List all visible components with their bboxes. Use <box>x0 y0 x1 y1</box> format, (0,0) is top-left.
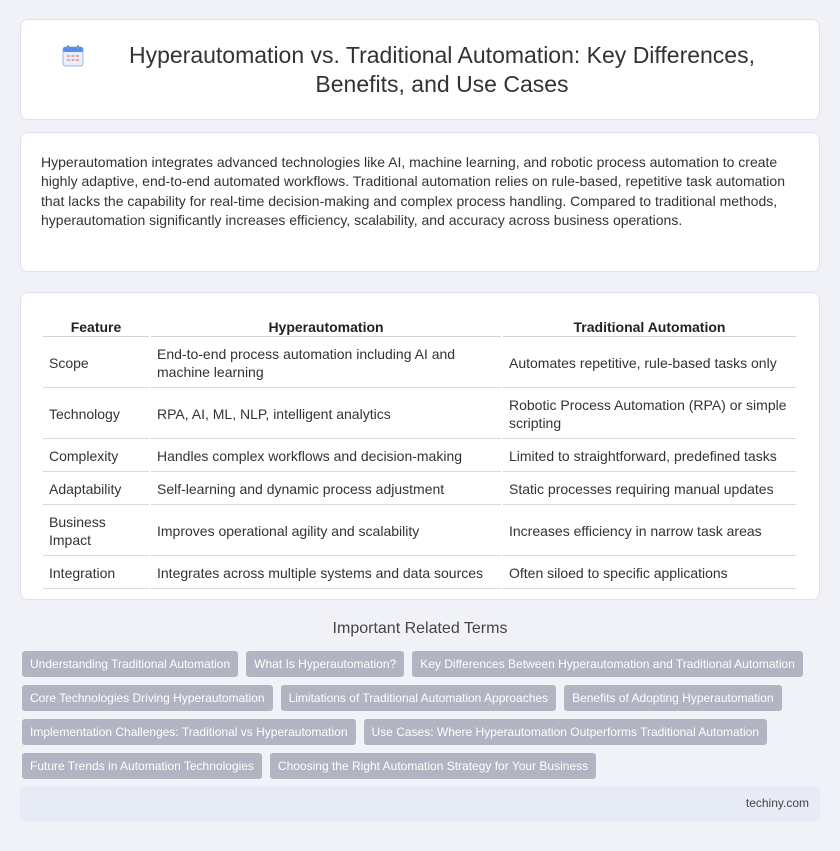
cell-traditional: Static processes requiring manual updates <box>503 474 796 505</box>
table-row <box>43 441 796 472</box>
related-term-link[interactable]: Understanding Traditional Automation <box>22 651 238 677</box>
cell-traditional: Often siloed to specific applications <box>503 558 796 589</box>
cell-feature: Technology <box>43 390 149 439</box>
cell-traditional: Automates repetitive, rule-based tasks only <box>503 339 796 388</box>
table-row <box>43 558 796 589</box>
cell-feature: Integration <box>43 558 149 589</box>
comparison-table-card <box>20 292 820 600</box>
cell-hyperautomation: Integrates across multiple systems and data sources <box>151 558 501 589</box>
intro-card <box>20 132 820 272</box>
cell-feature: Business Impact <box>43 507 149 556</box>
table-row <box>43 474 796 505</box>
footer-site-link[interactable]: techiny.com <box>745 796 809 810</box>
cell-traditional: Limited to straightforward, predefined tasks <box>503 441 796 472</box>
related-term-link[interactable]: Benefits of Adopting Hyperautomation <box>564 685 781 711</box>
cell-hyperautomation: End-to-end process automation including AI and machine learning <box>151 339 501 388</box>
cell-hyperautomation: Improves operational agility and scalability <box>151 507 501 556</box>
header-hyperautomation: Hyperautomation <box>151 315 501 337</box>
related-term-link[interactable]: Key Differences Between Hyperautomation and Traditional Automation <box>412 651 803 677</box>
title-card <box>20 19 820 120</box>
header-feature: Feature <box>43 315 149 337</box>
table-row <box>43 507 796 556</box>
cell-hyperautomation: RPA, AI, ML, NLP, intelligent analytics <box>151 390 501 439</box>
related-term-link[interactable]: Future Trends in Automation Technologies <box>22 753 262 779</box>
related-term-link[interactable]: Core Technologies Driving Hyperautomation <box>22 685 273 711</box>
related-terms-title: Important Related Terms <box>332 620 508 637</box>
cell-traditional: Increases efficiency in narrow task areas <box>503 507 796 556</box>
header-traditional-automation: Traditional Automation <box>503 315 796 337</box>
cell-hyperautomation: Self-learning and dynamic process adjustment <box>151 474 501 505</box>
page-title: Hyperautomation vs. Traditional Automation: Key Differences, Benefits, and Use Cases <box>128 41 755 97</box>
calendar-icon <box>61 44 85 68</box>
related-term-link[interactable]: What Is Hyperautomation? <box>246 651 404 677</box>
table-header-row <box>43 315 796 337</box>
related-term-link[interactable]: Implementation Challenges: Traditional vs Hyperautomation <box>22 719 356 745</box>
table-row <box>43 339 796 388</box>
related-term-link[interactable]: Use Cases: Where Hyperautomation Outperforms Traditional Automation <box>364 719 768 745</box>
comparison-table <box>41 313 798 591</box>
cell-feature: Scope <box>43 339 149 388</box>
related-term-link[interactable]: Limitations of Traditional Automation Approaches <box>281 685 557 711</box>
cell-feature: Adaptability <box>43 474 149 505</box>
related-term-link[interactable]: Choosing the Right Automation Strategy for Your Business <box>270 753 596 779</box>
footer <box>20 786 820 821</box>
cell-traditional: Robotic Process Automation (RPA) or simple scripting <box>503 390 796 439</box>
related-terms-list <box>22 651 812 787</box>
table-row <box>43 390 796 439</box>
intro-paragraph: Hyperautomation integrates advanced technologies like AI, machine learning, and robotic process automation to create highly adaptive, end-to-end automated workflows. Traditional automation relies on rule-based, repetitive task automation that lacks the capability for real-time decision-making and complex process handling. Compared to traditional methods, hyperautomation significantly increases efficiency, scalability, and accuracy across business operations. <box>41 154 785 229</box>
cell-feature: Complexity <box>43 441 149 472</box>
cell-hyperautomation: Handles complex workflows and decision-making <box>151 441 501 472</box>
